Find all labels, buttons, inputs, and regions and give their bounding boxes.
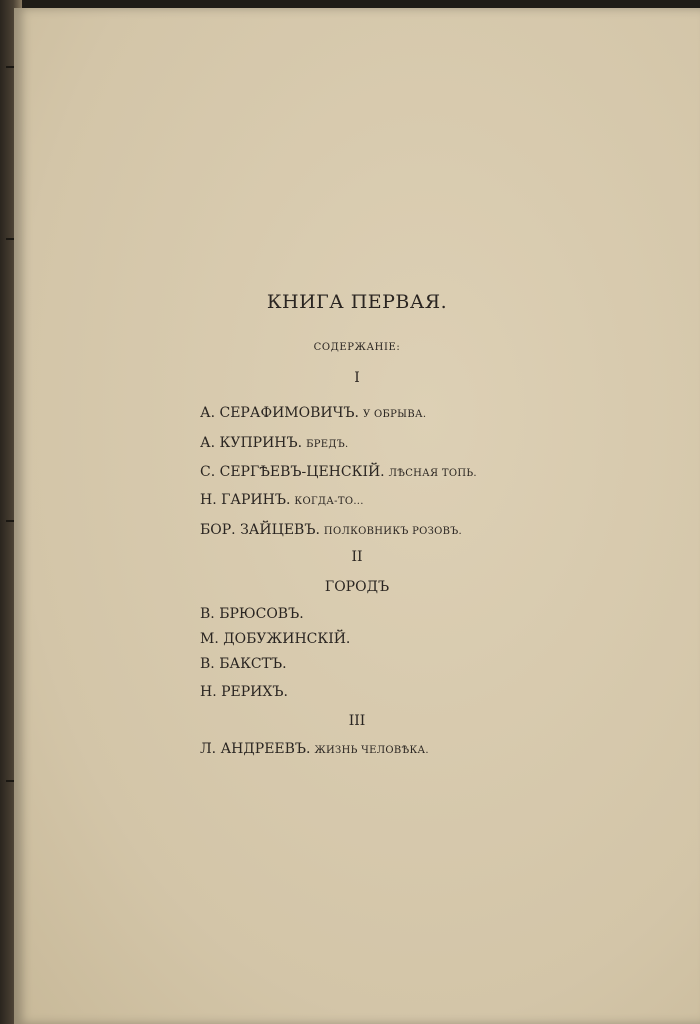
entry-author: Н. ГАРИНЪ. bbox=[200, 492, 291, 508]
contents-entry bbox=[200, 464, 477, 480]
entry-author: В. БАКСТЪ. bbox=[200, 656, 287, 672]
entry-author: В. БРЮСОВЪ. bbox=[200, 606, 304, 622]
book-page bbox=[14, 8, 700, 1024]
contents-entry bbox=[200, 656, 287, 672]
contents-entry bbox=[200, 492, 364, 508]
section-title: ГОРОДЪ bbox=[324, 579, 390, 595]
contents-entry bbox=[200, 631, 350, 647]
entry-work: ПОЛКОВНИКЪ РОЗОВЪ. bbox=[323, 526, 463, 537]
contents-entry bbox=[200, 435, 349, 451]
entry-author: С. СЕРГѢЕВЪ-ЦЕНСКІЙ. bbox=[200, 464, 385, 480]
entry-work: У ОБРЫВА. bbox=[363, 409, 427, 420]
section-numeral: III bbox=[348, 713, 366, 729]
contents-entry bbox=[200, 741, 429, 757]
entry-work: БРЕДЪ. bbox=[306, 439, 349, 450]
entry-work: КОГДА-ТО... bbox=[294, 496, 364, 507]
contents-entry bbox=[200, 522, 462, 538]
section-numeral: I bbox=[354, 370, 360, 386]
section-numeral: II bbox=[351, 549, 363, 565]
entry-author: А. КУПРИНЪ. bbox=[200, 435, 303, 451]
entry-work: ЛѢСНАЯ ТОПЬ. bbox=[388, 468, 477, 479]
entry-work: ЖИЗНЬ ЧЕЛОВѢКА. bbox=[314, 745, 429, 756]
entry-author: БОР. ЗАЙЦЕВЪ. bbox=[200, 522, 320, 538]
entry-author: А. СЕРАФИМОВИЧЪ. bbox=[200, 405, 359, 421]
contents-label: СОДЕРЖАНІЕ: bbox=[313, 342, 401, 353]
contents-entry bbox=[200, 684, 288, 700]
book-title: КНИГА ПЕРВАЯ. bbox=[266, 291, 448, 313]
contents-entry bbox=[200, 405, 426, 421]
entry-author: Л. АНДРЕЕВЪ. bbox=[200, 741, 311, 757]
entry-author: Н. РЕРИХЪ. bbox=[200, 684, 288, 700]
contents-entry bbox=[200, 606, 304, 622]
entry-author: М. ДОБУЖИНСКІЙ. bbox=[200, 631, 351, 647]
